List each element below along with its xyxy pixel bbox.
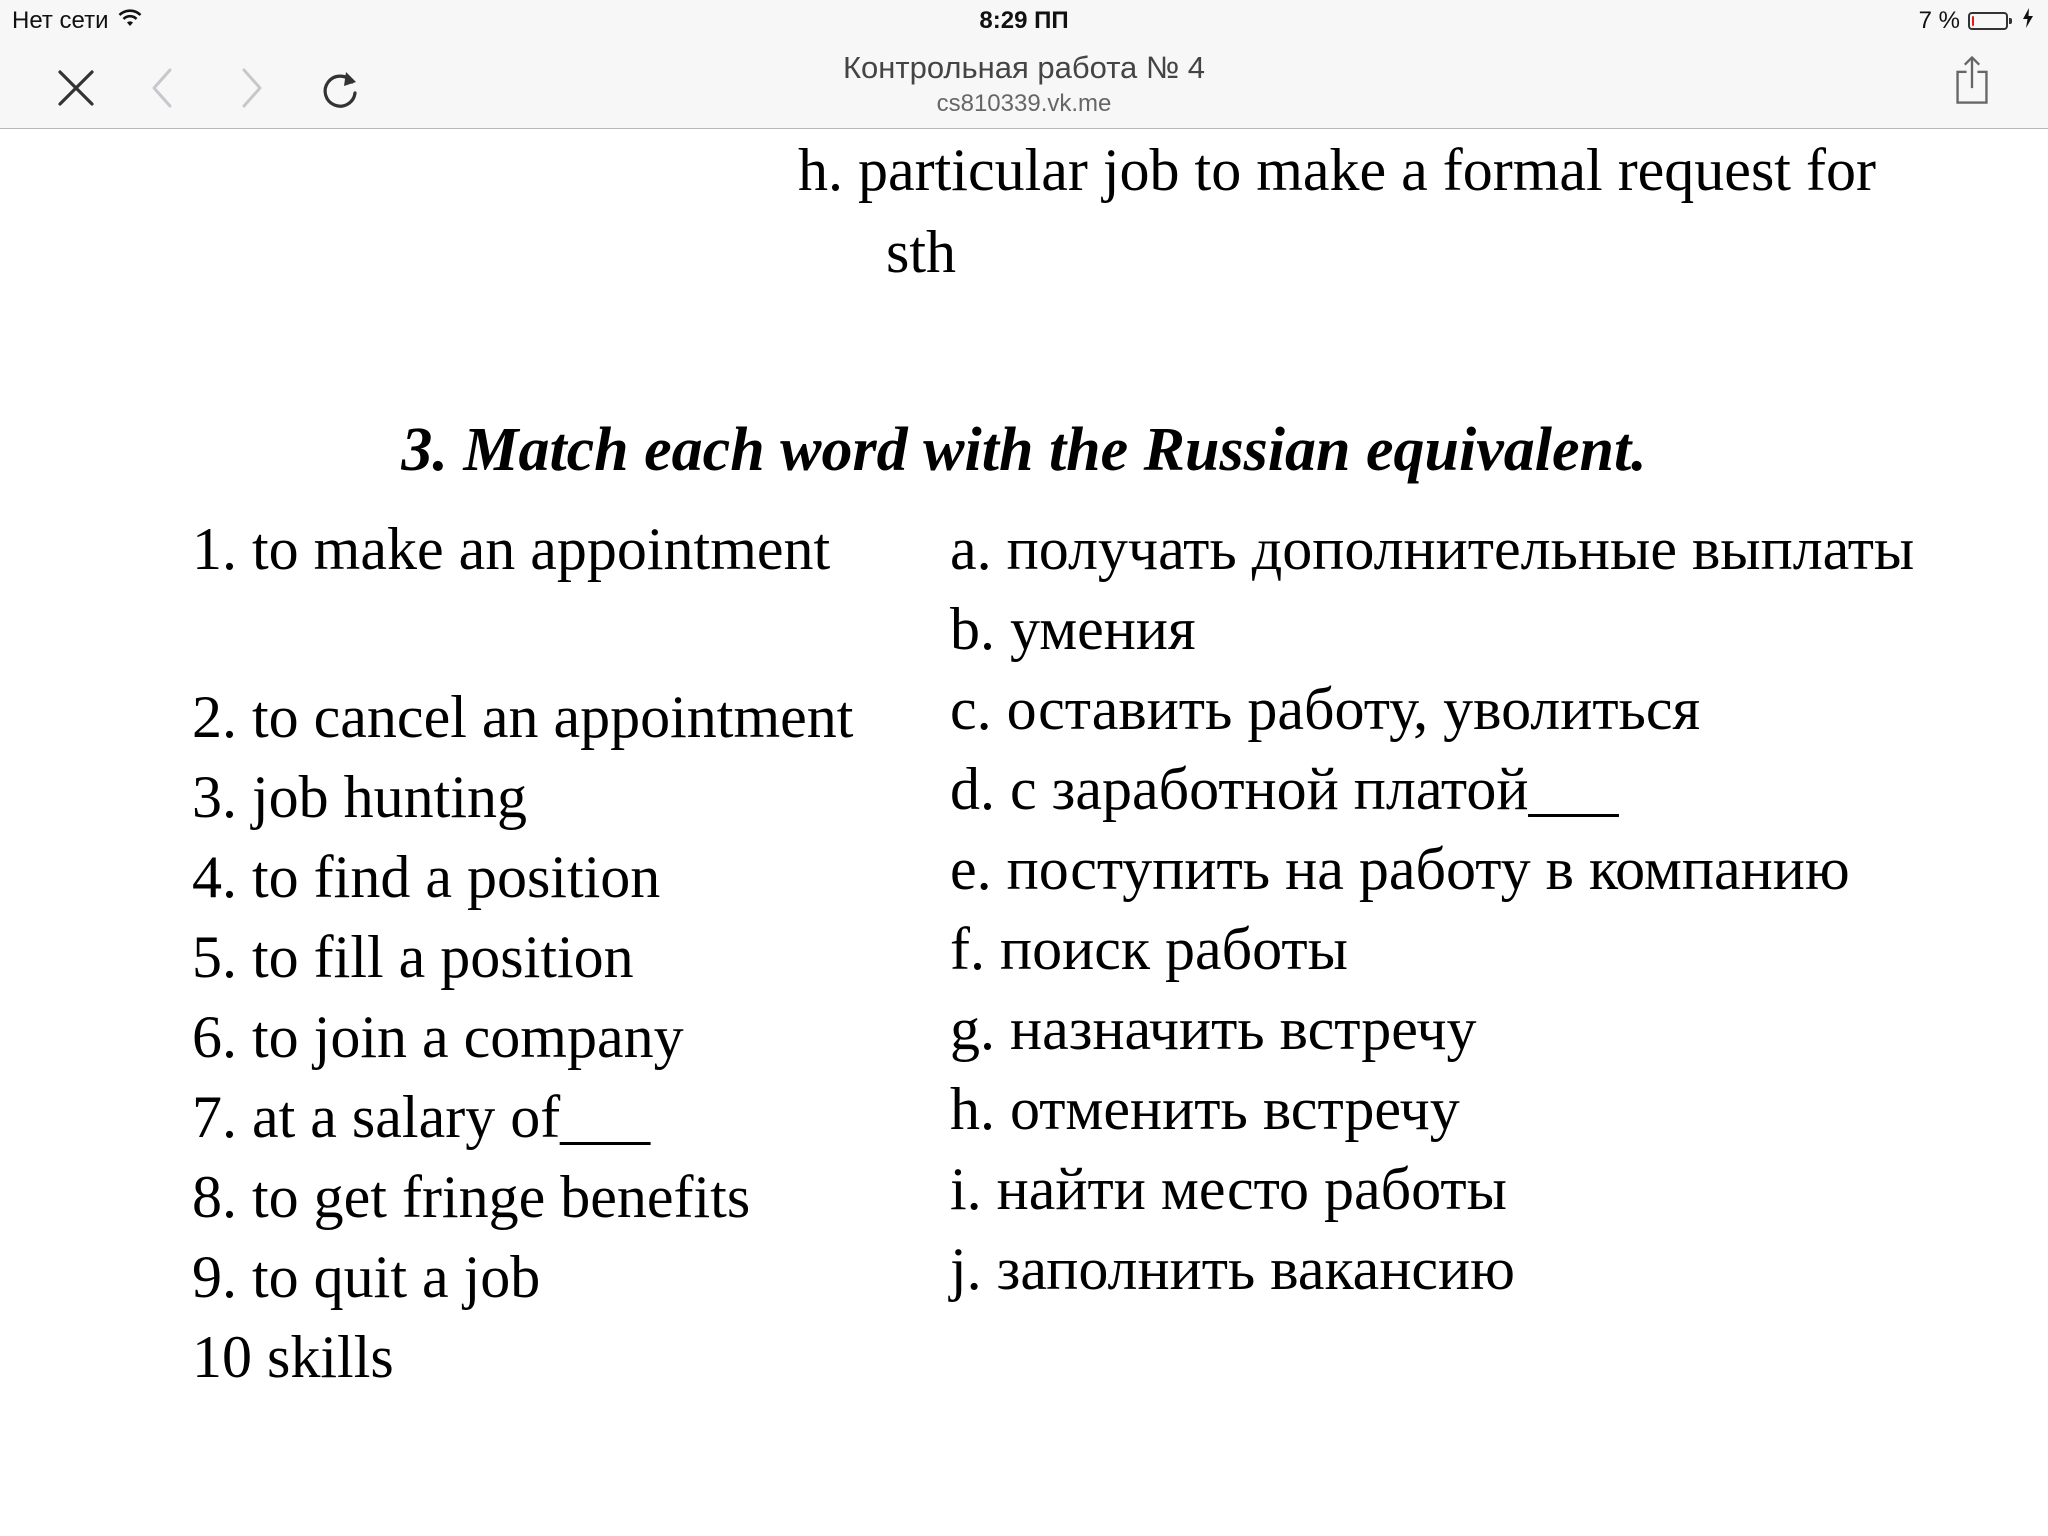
battery-level: [1972, 16, 1974, 26]
share-icon: [1944, 52, 2000, 108]
network-status: Нет сети: [12, 7, 109, 34]
list-item: d. с заработной платой___: [950, 756, 1619, 822]
page-title: Контрольная работа № 4: [842, 50, 1206, 85]
list-item: 10 skills: [192, 1324, 394, 1390]
list-item: h. отменить встречу: [950, 1076, 1460, 1142]
list-item: c. оставить работу, уволиться: [950, 676, 1701, 742]
list-item: g. назначить встречу: [950, 996, 1477, 1062]
status-right: [1919, 7, 2034, 35]
list-item: 6. to join a company: [192, 1004, 684, 1070]
english-terms-list: [192, 509, 853, 1397]
share-button[interactable]: [1944, 52, 2000, 108]
list-item: 7. at a salary of___: [192, 1084, 651, 1150]
battery-icon: [1968, 12, 2008, 30]
page-url[interactable]: cs810339.vk.me: [936, 90, 1112, 117]
list-item: a. получать дополнительные выплаты: [950, 516, 1915, 582]
previous-item-line1: h. particular job to make a formal request for: [798, 137, 1876, 203]
previous-item-line2: sth: [886, 219, 957, 285]
list-item: 4. to find a position: [192, 844, 661, 910]
russian-equivalents-list: [950, 509, 1914, 1309]
list-item: 9. to quit a job: [192, 1244, 541, 1310]
document-content: [0, 129, 2048, 1536]
list-item: 5. to fill a position: [192, 924, 634, 990]
list-item: e. поступить на работу в компанию: [950, 836, 1850, 902]
list-item: i. найти место работы: [950, 1156, 1507, 1222]
exercise-title: 3. Match each word with the Russian equivalent.: [401, 416, 1647, 484]
list-item: f. поиск работы: [950, 916, 1348, 982]
list-item: 8. to get fringe benefits: [192, 1164, 751, 1230]
list-item: 3. job hunting: [192, 764, 528, 830]
list-item: j. заполнить вакансию: [950, 1236, 1515, 1302]
previous-item: [798, 129, 2028, 293]
browser-nav-bar: [0, 42, 2048, 129]
battery-percent: 7 %: [1918, 7, 1960, 34]
list-item: 2. to cancel an appointment: [192, 684, 854, 750]
list-item: 1. to make an appointment: [192, 516, 831, 582]
charging-icon: [2022, 7, 2034, 35]
clock: 8:29 ПП: [979, 7, 1069, 34]
status-bar: [0, 0, 2048, 42]
list-item: b. умения: [950, 596, 1196, 662]
